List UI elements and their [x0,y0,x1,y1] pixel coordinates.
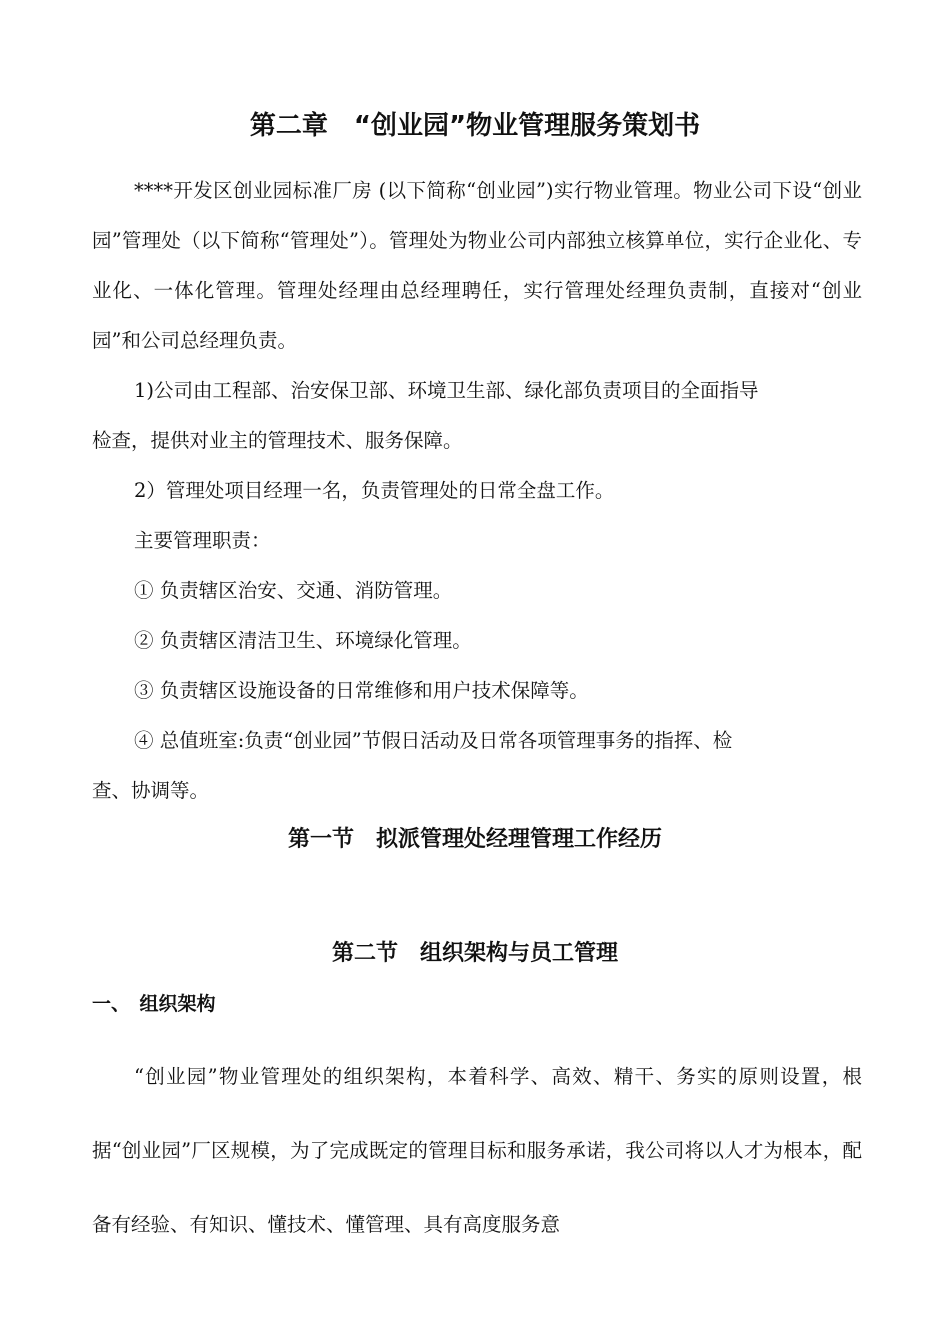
chapter-title: 第二章 “创业园”物业管理服务策划书 [249,111,701,141]
subheading-org-structure: 一、 组织架构 [92,993,216,1015]
duty-4-line-1: ④ 总值班室:负责“创业园”节假日活动及日常各项管理事务的指挥、检 [134,729,733,752]
point-1-line-2: 检查，提供对业主的管理技术、服务保障。 [92,429,463,452]
org-structure-paragraph: “创业园”物业管理处的组织架构，本着科学、高效、精干、务实的原则设置，根据“创业园”厂区规模，为了完成既定的管理目标和服务承诺，我公司将以人才为根本，配备有经验、有知识、懂技术、懂管理、具有高度服务意 [92,1065,862,1236]
duty-1: ① 负责辖区治安、交通、消防管理。 [134,579,453,602]
intro-paragraph: ****开发区创业园标准厂房 (以下简称“创业园”)实行物业管理。物业公司下设“创业园”管理处（以下简称“管理处”）。管理处为物业公司内部独立核算单位，实行企业化、专业化、一体化管理。管理处经理由总经理聘任，实行管理处经理负责制，直接对“创业园”和公司总经理负责。 [92,179,862,352]
duty-4-line-2: 查、协调等。 [92,779,210,802]
section-1-heading: 第一节 拟派管理处经理管理工作经历 [287,827,662,852]
point-1-line-1: 1)公司由工程部、治安保卫部、环境卫生部、绿化部负责项目的全面指导 [134,379,759,402]
point-2: 2）管理处项目经理一名，负责管理处的日常全盘工作。 [134,479,615,502]
duty-3: ③ 负责辖区设施设备的日常维修和用户技术保障等。 [134,679,589,702]
duty-2: ② 负责辖区清洁卫生、环境绿化管理。 [134,629,472,652]
duties-label: 主要管理职责： [134,529,271,552]
section-2-heading: 第二节 组织架构与员工管理 [331,941,618,966]
